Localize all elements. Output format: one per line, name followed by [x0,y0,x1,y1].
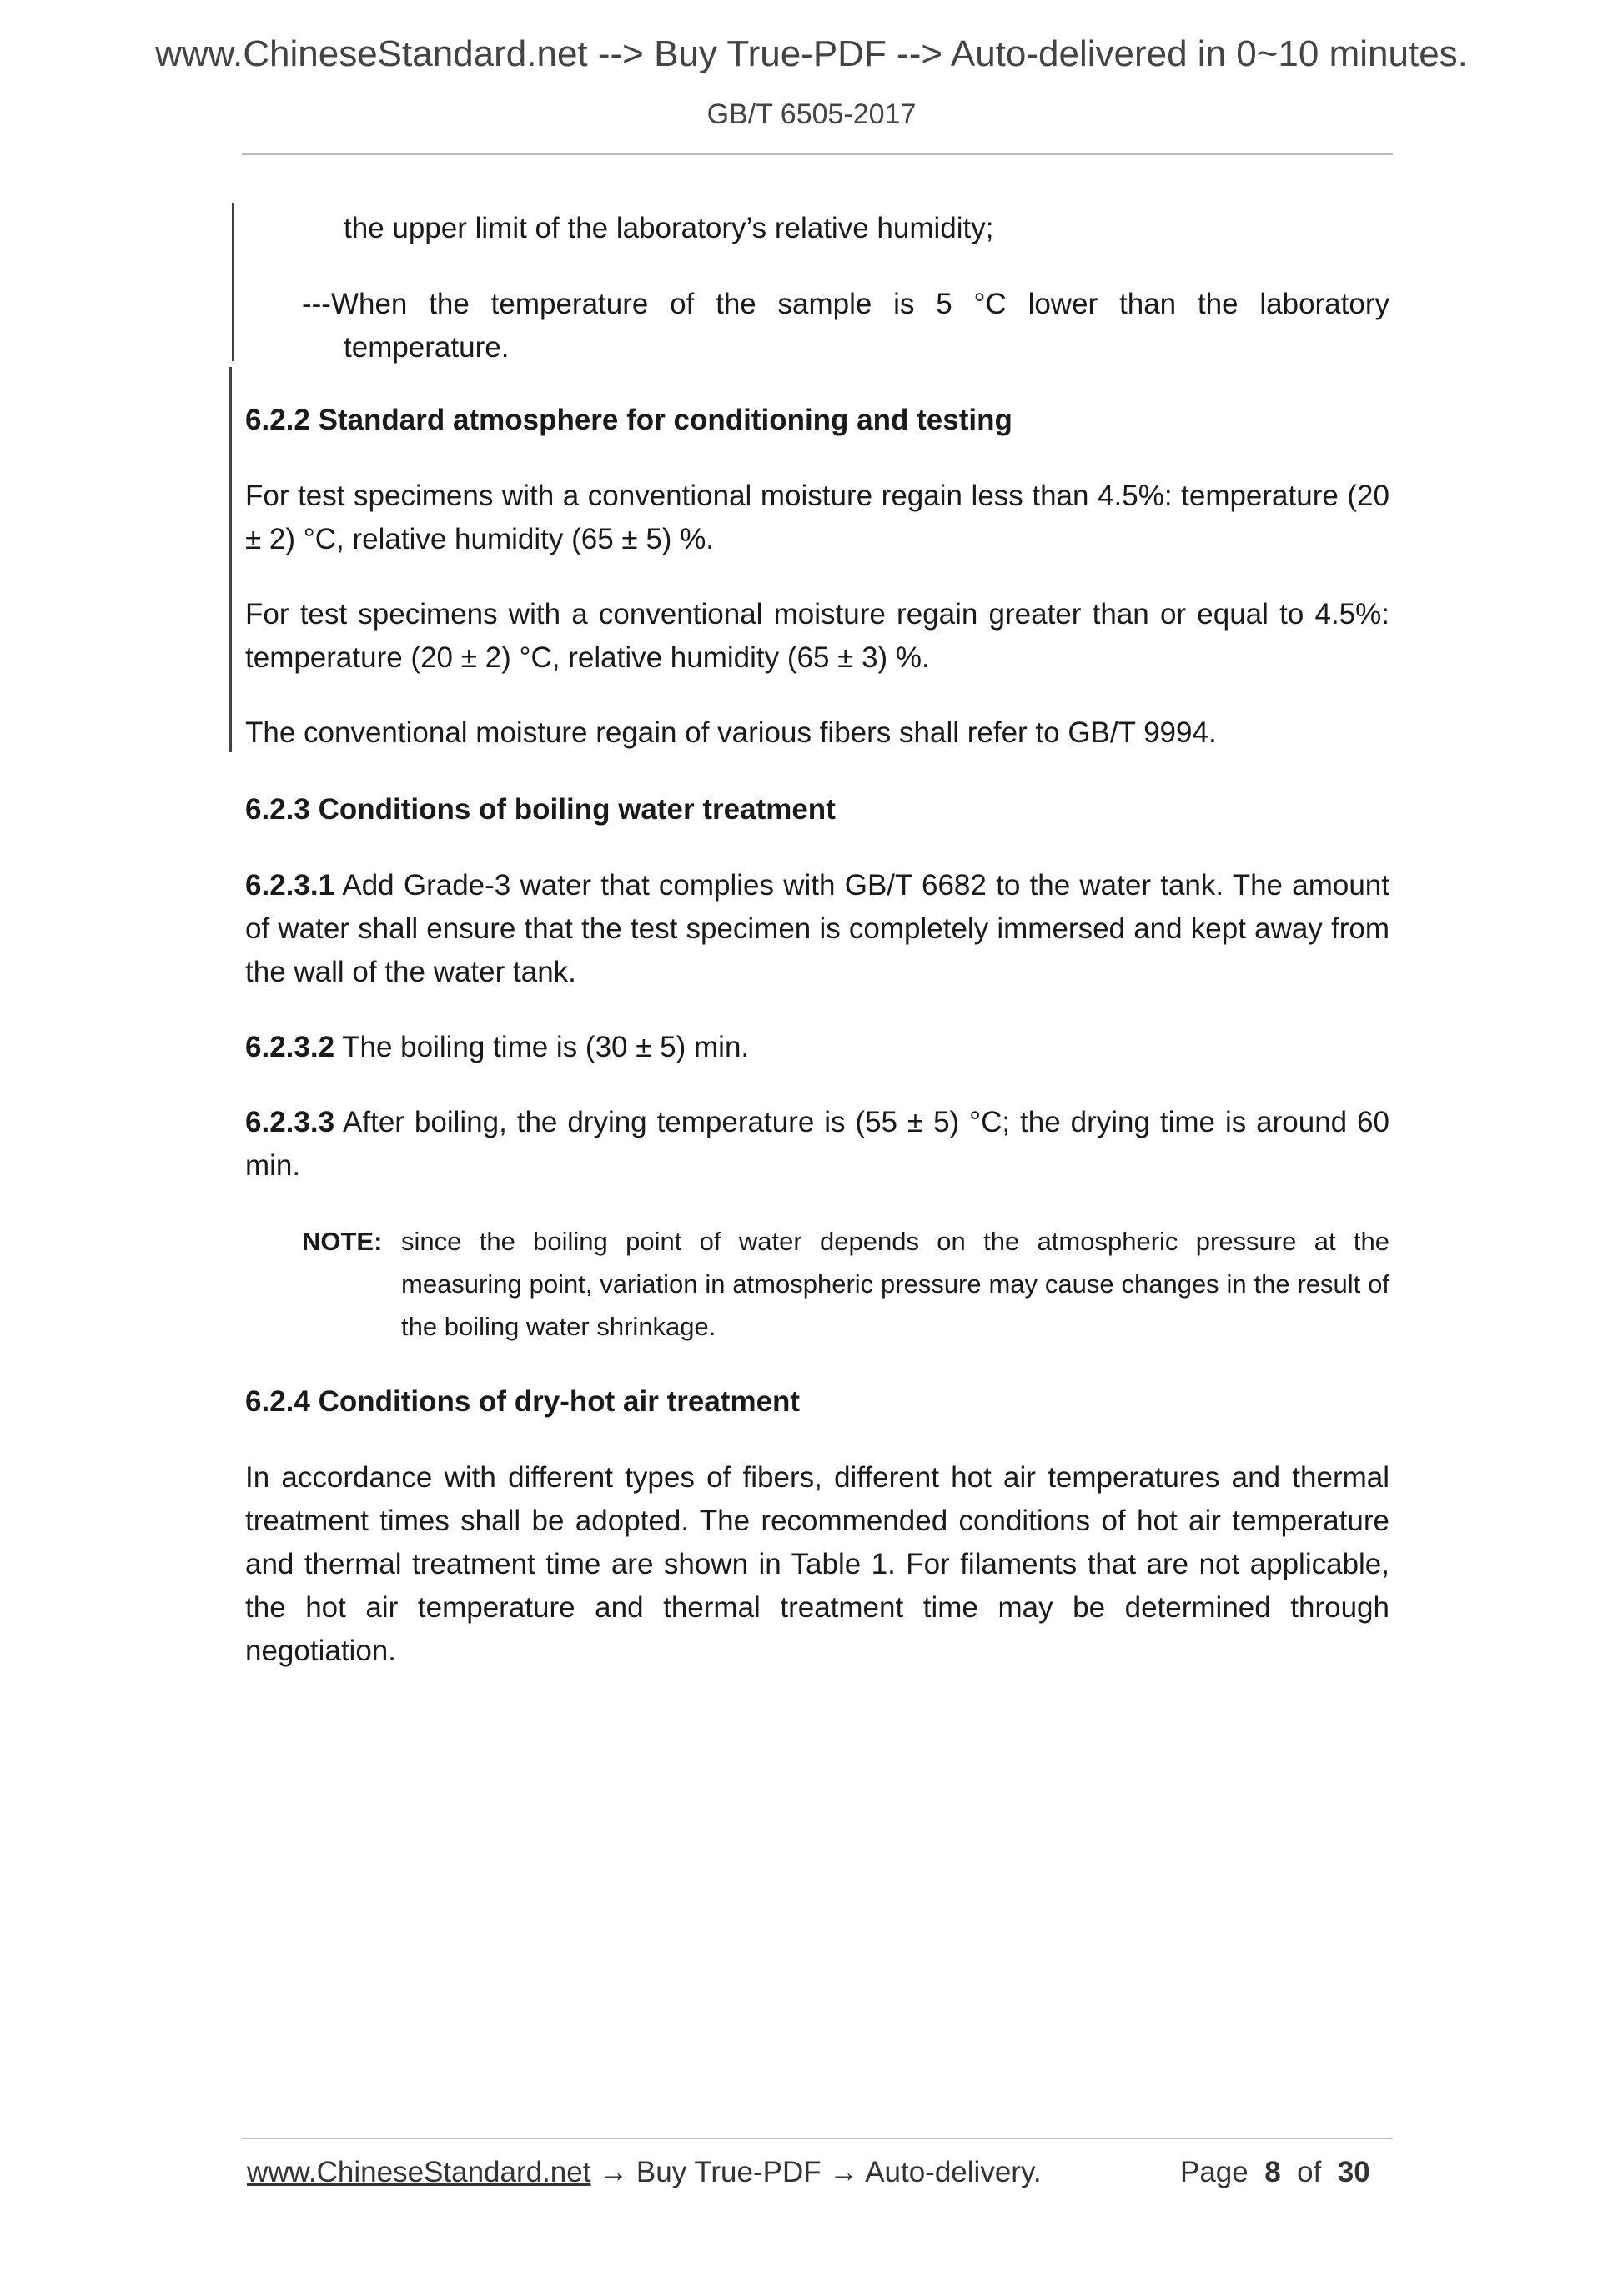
header-banner: www.ChineseStandard.net --> Buy True-PDF --> Auto-delivered in 0~10 minutes. [155,33,1468,74]
clause-6-2-3-3 [245,1101,1389,1188]
note-text: since the boiling point of water depends on the atmospheric pressure at the measuring point, variation in atmospheric pressure may cause changes in the result of the boiling water shrinkage. [401,1227,1389,1341]
dash-item-line: temperature. [344,331,510,364]
clause-text: The boiling time is (30 ± 5) min. [334,1031,750,1063]
dash-list-item [302,283,1389,369]
standard-number: GB/T 6505-2017 [706,98,917,130]
paragraph: For test specimens with a conventional moisture regain greater than or equal to 4.5%: temperature (20 ± 2) °C, relative humidity (65 ± 3) %. [245,598,1389,674]
arrow-icon: → [821,2156,866,2188]
paragraph: In accordance with different types of fibers, different hot air temperatures and thermal treatment times shall be adopted. The recommended conditions of hot air temperature and thermal treatment time are shown in Table 1. For filaments that are not applicable, the hot air temperature and thermal treatment time may be determined through negotiation. [245,1461,1389,1667]
clause-number: 6.2.3.1 [245,869,335,902]
section-heading-6-2-4: 6.2.4 Conditions of dry-hot air treatment [245,1385,801,1418]
clause-number: 6.2.3.2 [245,1031,335,1063]
change-bar [232,203,234,361]
continuation-line: the upper limit of the laboratory’s relative humidity; [344,212,994,244]
dash-item-line: ---When the temperature of the sample is 5 °C lower than the laboratory [302,288,1389,320]
page-indicator [1180,2156,1370,2189]
note [302,1220,1389,1348]
footer-delivery-text: Auto-delivery. [865,2156,1042,2188]
of-label: of [1297,2156,1322,2188]
footer-divider [242,2138,1393,2139]
paragraph: The conventional moisture regain of various fibers shall refer to GB/T 9994. [245,716,1217,749]
clause-text: Add Grade-3 water that complies with GB/T 6682 to the water tank. The amount of water shall ensure that the test specimen is completely immersed and kept away from the wall of the water tank. [245,869,1389,988]
footer-buy-text: Buy True-PDF [636,2156,822,2188]
footer-website-link[interactable]: www.ChineseStandard.net [247,2156,591,2188]
clause-6-2-3-2 [245,1026,1389,1069]
footer-promo [247,2156,1042,2189]
clause-6-2-3-1 [245,864,1389,994]
page-total: 30 [1337,2156,1370,2188]
section-heading-6-2-2: 6.2.2 Standard atmosphere for conditioning and testing [245,404,1012,436]
header-divider [242,153,1393,155]
page-number: 8 [1264,2156,1281,2188]
section-heading-6-2-3: 6.2.3 Conditions of boiling water treatment [245,793,836,826]
paragraph: For test specimens with a conventional moisture regain less than 4.5%: temperature (20 ± 2) °C, relative humidity (65 ± 5) %. [245,480,1389,555]
clause-number: 6.2.3.3 [245,1106,335,1138]
note-label: NOTE: [302,1227,383,1256]
page-label: Page [1180,2156,1249,2188]
clause-text: After boiling, the drying temperature is (55 ± 5) °C; the drying time is around 60 min. [245,1106,1389,1182]
arrow-icon: → [590,2156,636,2188]
change-bar [229,367,232,752]
